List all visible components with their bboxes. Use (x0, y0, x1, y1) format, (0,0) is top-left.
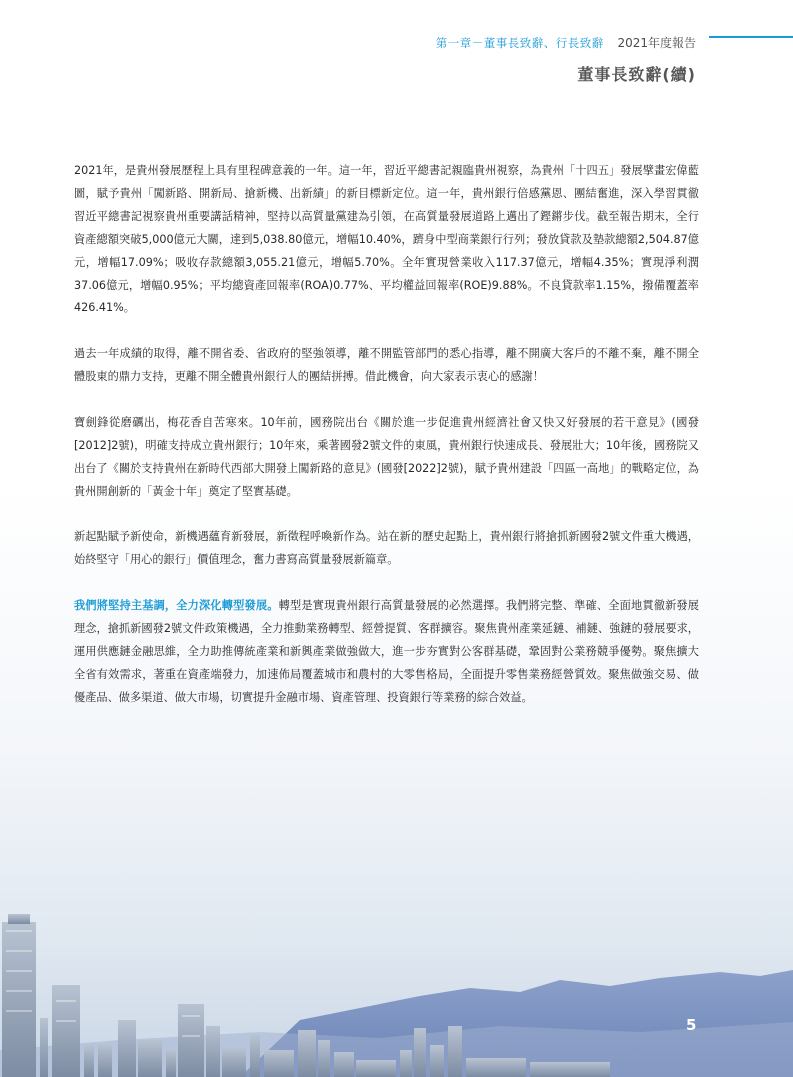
chapter-title: 第一章－董事長致辭、行長致辭 (435, 36, 604, 50)
paragraph-1: 2021年，是貴州發展歷程上具有里程碑意義的一年。這一年，習近平總書記親臨貴州視察，為貴州「十四五」發展擘畫宏偉藍圖，賦予貴州「闖新路、開新局、搶新機、出新績」的新目標新定位。這一年，貴州銀行倍感黨恩、團結奮進，深入學習貫徹習近平總書記視察貴州重要講話精神，堅持以高質量黨建為引領，在高質量發展道路上邁出了鏗鏘步伐。截至報告期末，全行資產總額突破5,000億元大關，達到5,038.80億元，增幅10.40%，躋身中型商業銀行行列；發放貸款及墊款總額2,504.87億元，增幅17.09%；吸收存款總額3,055.21億元，增幅5.70%。全年實現營業收入117.37億元，增幅4.35%；實現淨利潤37.06億元，增幅0.95%；平均總資產回報率(ROA)0.77%、平均權益回報率(ROE)9.88%。不良貸款率1.15%，撥備覆蓋率426.41%。 (74, 164, 699, 315)
city-skyline-illustration (0, 900, 793, 1077)
body-text (74, 160, 699, 733)
paragraph-5 (74, 595, 699, 710)
section-title: 董事長致辭(續) (577, 65, 696, 84)
paragraph-5-emphasis: 我們將堅持主基調，全力深化轉型發展。 (74, 599, 279, 613)
header-rule (709, 36, 793, 38)
paragraph-4: 新起點賦予新使命，新機遇蘊育新發展，新徵程呼喚新作為。站在新的歷史起點上，貴州銀行將搶抓新國發2號文件重大機遇，始終堅守「用心的銀行」價值理念，奮力書寫高質量發展新篇章。 (74, 530, 699, 567)
running-header (436, 34, 696, 51)
paragraph-5-text: 轉型是實現貴州銀行高質量發展的必然選擇。我們將完整、準確、全面地貫徹新發展理念，搶抓新國發2號文件政策機遇，全力推動業務轉型、經營提質、客群擴容。聚焦貴州產業延鏈、補鏈、強鏈的發展要求，運用供應鏈金融思維，全力助推傳統產業和新興產業做強做大，進一步夯實對公客群基礎，鞏固對公業務競爭優勢。聚焦擴大全省有效需求，著重在資產端發力，加速佈局覆蓋城市和農村的大零售格局，全面提升零售業務經營質效。聚焦做強交易、做優產品、做多渠道、做大市場，切實提升金融市場、資產管理、投資銀行等業務的綜合效益。 (74, 599, 699, 704)
page-number: 5 (686, 1016, 697, 1034)
report-title: 2021年度報告 (617, 36, 696, 50)
paragraph-2: 過去一年成績的取得，離不開省委、省政府的堅強領導，離不開監管部門的悉心指導，離不開廣大客戶的不離不棄，離不開全體股東的鼎力支持，更離不開全體貴州銀行人的團結拼搏。借此機會，向大家表示衷心的感謝！ (74, 347, 699, 384)
paragraph-3: 寶劍鋒從磨礪出，梅花香自苦寒來。10年前，國務院出台《關於進一步促進貴州經濟社會又快又好發展的若干意見》(國發[2012]2號)，明確支持成立貴州銀行；10年來，乘著國發2號文件的東風，貴州銀行快速成長、發展壯大；10年後，國務院又出台了《關於支持貴州在新時代西部大開發上闖新路的意見》(國發[2022]2號)，賦予貴州建設「四區一高地」的戰略定位，為貴州開創新的「黃金十年」奠定了堅實基礎。 (74, 415, 699, 498)
